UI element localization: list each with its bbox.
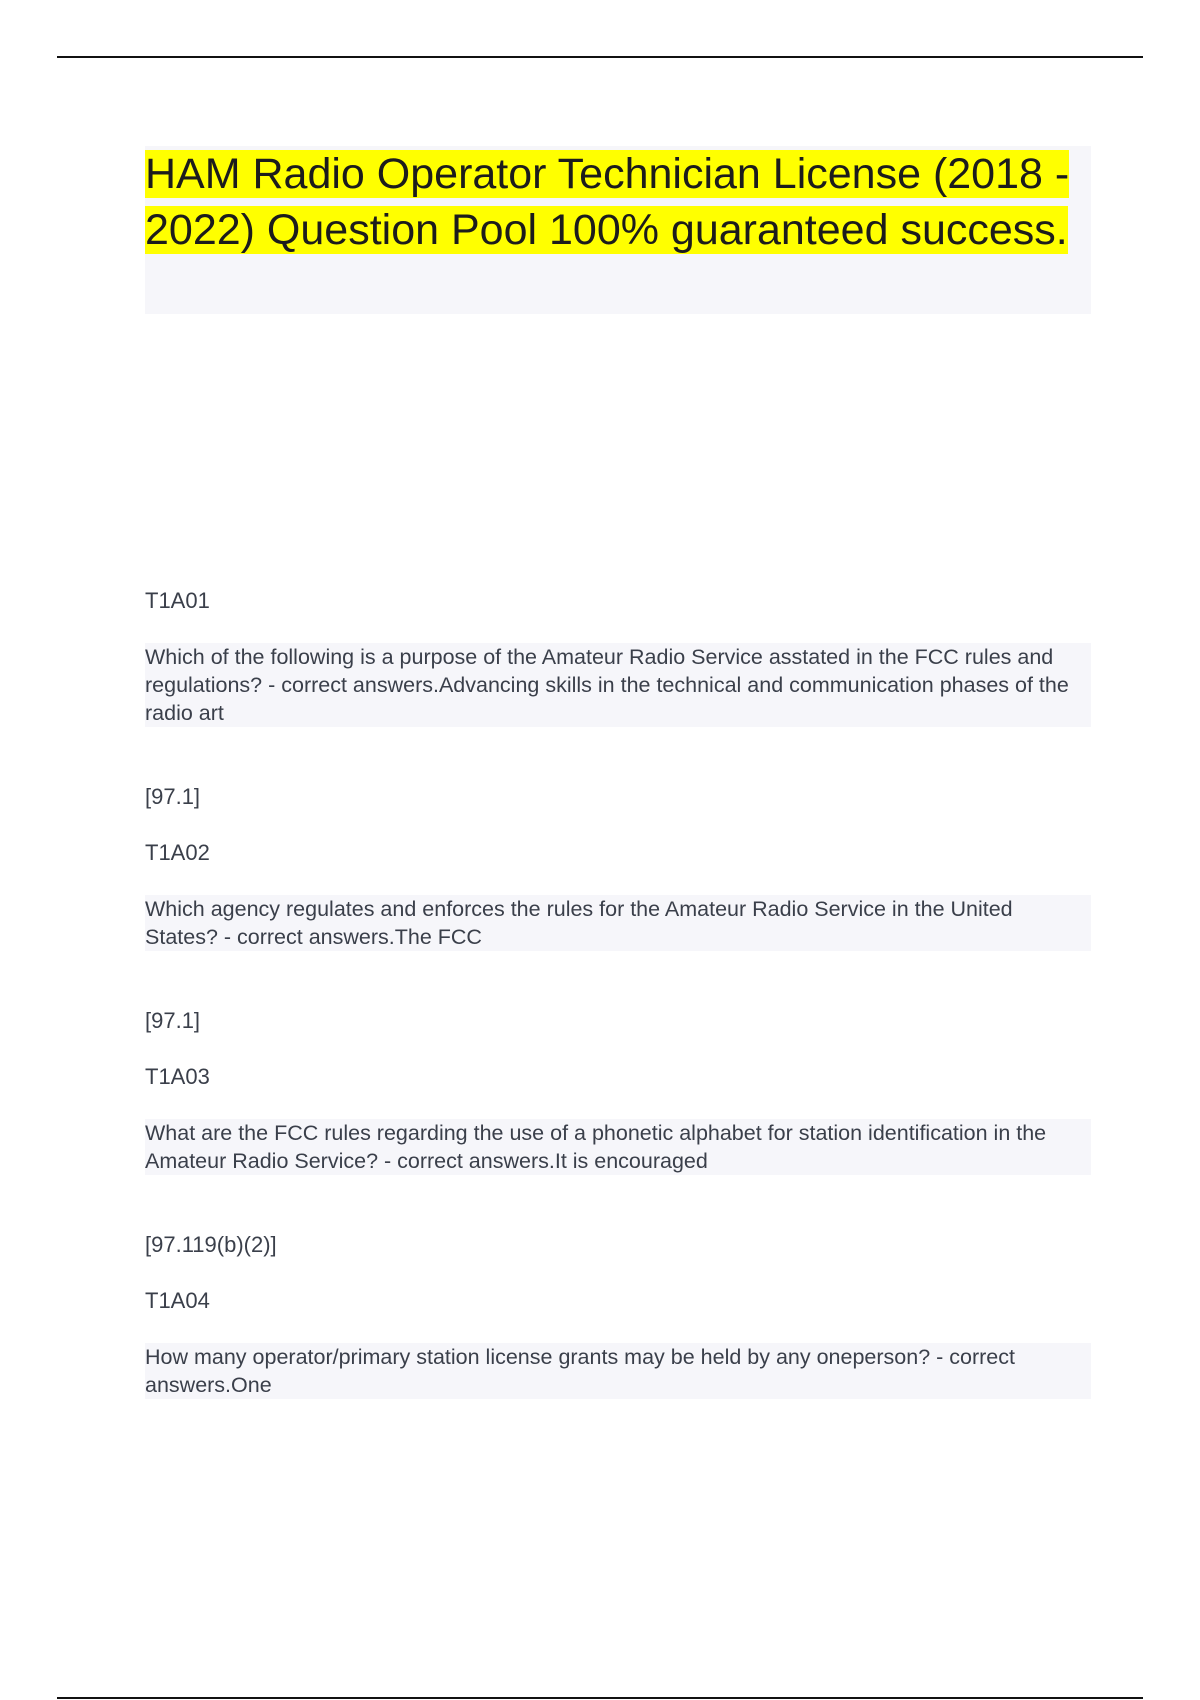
question-code: T1A02 — [145, 840, 210, 865]
question-reference: [97.1] — [145, 784, 201, 809]
question-text: How many operator/primary station license grants may be held by any oneperson? - correct answers.One — [145, 1343, 1091, 1399]
question-text: Which agency regulates and enforces the rules for the Amateur Radio Service in the United States? - correct answers.The FCC — [145, 895, 1091, 951]
question-text: What are the FCC rules regarding the use of a phonetic alphabet for station identification in the Amateur Radio Service? - correct answers.It is encouraged — [145, 1119, 1091, 1175]
title-highlight: HAM Radio Operator Technician License (2018 - 2022) Question Pool 100% guaranteed success. — [145, 150, 1070, 254]
title-block — [145, 146, 1091, 314]
question-list — [145, 587, 1091, 1399]
top-rule — [57, 56, 1143, 58]
question-code: T1A04 — [145, 1288, 210, 1313]
question-reference: [97.119(b)(2)] — [145, 1232, 277, 1257]
bottom-rule — [57, 1697, 1143, 1699]
question-reference: [97.1] — [145, 1008, 201, 1033]
question-code: T1A01 — [145, 588, 210, 613]
document-title — [145, 146, 1091, 258]
question-text: Which of the following is a purpose of the Amateur Radio Service asstated in the FCC rules and regulations? - correct answers.Advancing skills in the technical and communication phases of the radio art — [145, 643, 1091, 727]
question-code: T1A03 — [145, 1064, 210, 1089]
